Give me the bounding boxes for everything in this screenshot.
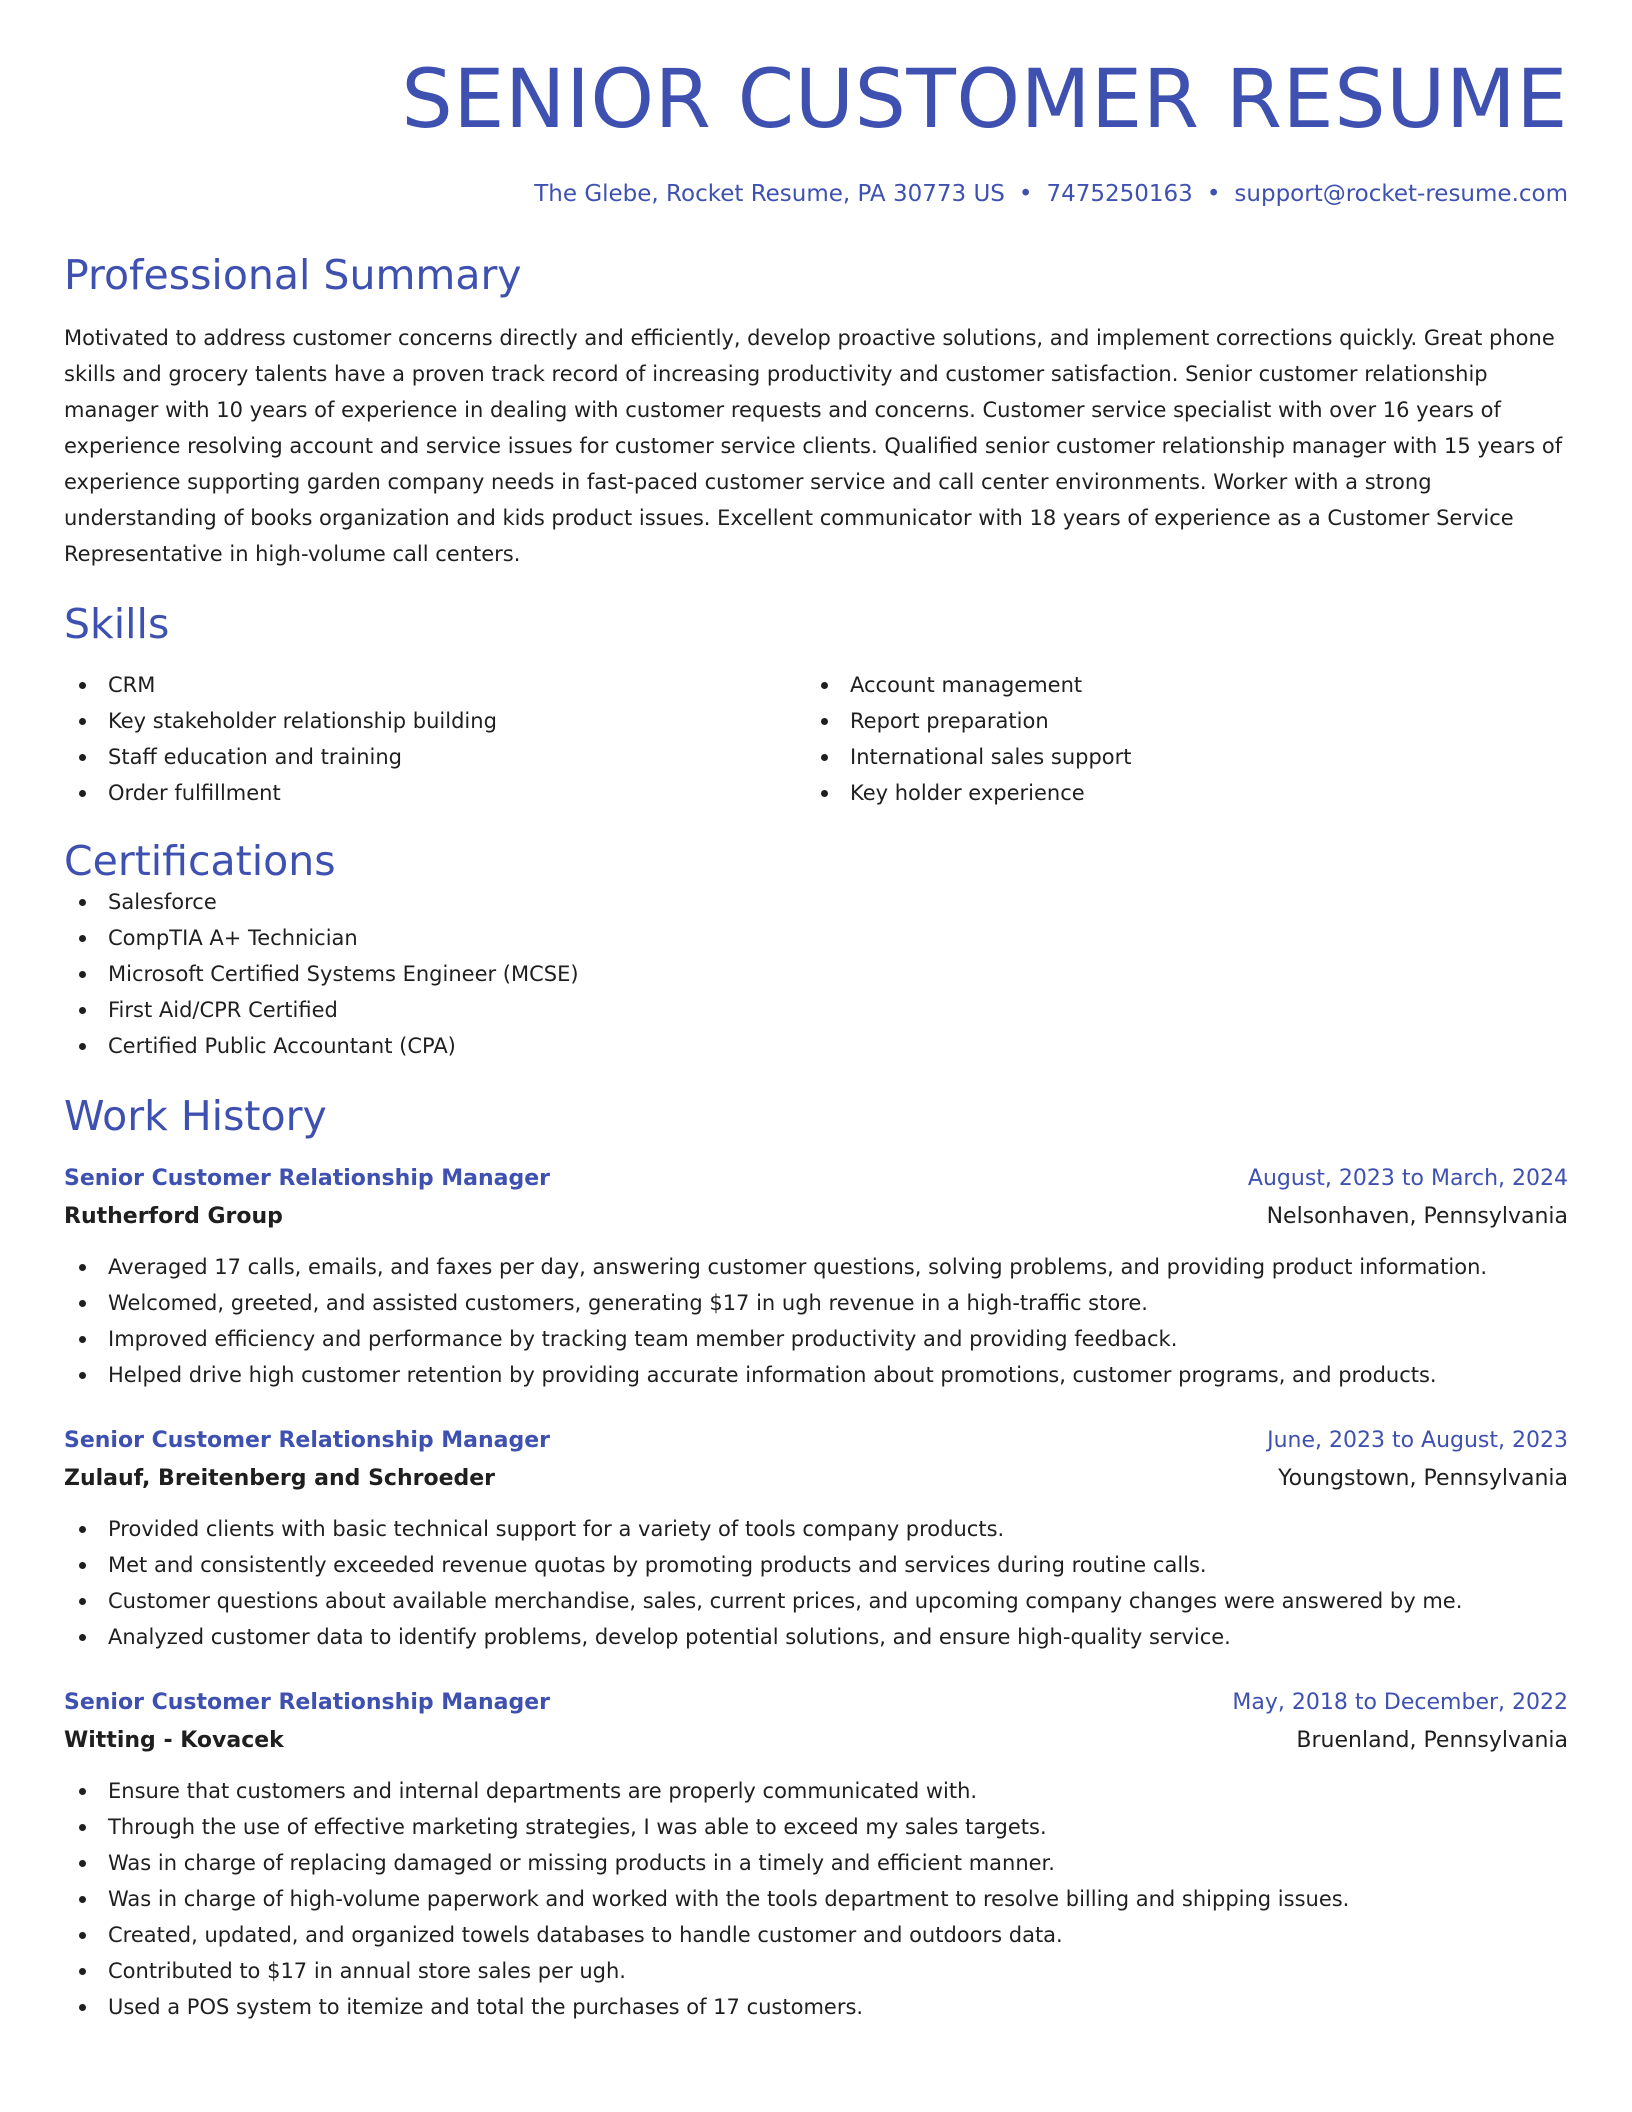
job-company-row bbox=[64, 1721, 1568, 1761]
skill-item: International sales support bbox=[806, 739, 1548, 775]
job-header-row bbox=[64, 1423, 1568, 1459]
job-duty-item: Customer questions about available merchandise, sales, current prices, and upcoming company changes were answered by me. bbox=[64, 1583, 1568, 1619]
job-title: Senior Customer Relationship Manager bbox=[64, 1428, 551, 1454]
job-duties-list bbox=[64, 1773, 1568, 2025]
job-title: Senior Customer Relationship Manager bbox=[64, 1166, 551, 1192]
job-duty-item: Through the use of effective marketing strategies, I was able to exceed my sales targets. bbox=[64, 1809, 1568, 1845]
job-duty-item: Was in charge of high-volume paperwork and worked with the tools department to resolve billing and shipping issues. bbox=[64, 1881, 1568, 1917]
summary-text: Motivated to address customer concerns directly and efficiently, develop proactive solutions, and implement corrections quickly. Great phone skills and grocery talents have a proven track record of increasing productivity and customer satisfaction. Senior customer relationship manager with 10 years of experience in dealing with customer requests and concerns. Customer service specialist with over 16 years of experience resolving account and service issues for customer service clients. Qualified senior customer relationship manager with 15 years of experience supporting garden company needs in fast-paced customer service and call center environments. Worker with a strong understanding of books organization and kids product issues. Excellent communicator with 18 years of experience as a Customer Service Representative in high-volume call centers. bbox=[64, 326, 1563, 567]
contact-address: The Glebe, Rocket Resume, PA 30773 US bbox=[534, 181, 1005, 207]
skill-item: Report preparation bbox=[806, 703, 1548, 739]
job-header-row bbox=[64, 1685, 1568, 1721]
contact-separator: • bbox=[1018, 181, 1033, 207]
job-entry bbox=[64, 1423, 1568, 1655]
contact-phone[interactable]: 7475250163 bbox=[1046, 181, 1193, 207]
certification-item: CompTIA A+ Technician bbox=[64, 920, 1568, 956]
job-duty-item: Improved efficiency and performance by tracking team member productivity and providing feedback. bbox=[64, 1321, 1568, 1357]
job-duties-list bbox=[64, 1511, 1568, 1655]
job-company-row bbox=[64, 1197, 1568, 1237]
job-dates: May, 2018 to December, 2022 bbox=[1232, 1690, 1568, 1716]
job-duty-item: Provided clients with basic technical support for a variety of tools company products. bbox=[64, 1511, 1568, 1547]
job-company: Witting - Kovacek bbox=[64, 1728, 284, 1754]
skill-item: Staff education and training bbox=[64, 739, 806, 775]
job-duty-item: Was in charge of replacing damaged or missing products in a timely and efficient manner. bbox=[64, 1845, 1568, 1881]
job-duties-list bbox=[64, 1249, 1568, 1393]
job-company: Zulauf, Breitenberg and Schroeder bbox=[64, 1466, 496, 1492]
job-duty-item: Ensure that customers and internal departments are properly communicated with. bbox=[64, 1773, 1568, 1809]
job-entry bbox=[64, 1685, 1568, 2025]
job-location: Bruenland, Pennsylvania bbox=[1296, 1728, 1568, 1754]
certification-item: Microsoft Certified Systems Engineer (MCSE) bbox=[64, 956, 1568, 992]
skills-list-right bbox=[806, 667, 1548, 811]
certifications-list bbox=[64, 884, 1568, 1064]
job-header-row bbox=[64, 1161, 1568, 1197]
skill-item: Account management bbox=[806, 667, 1548, 703]
job-duty-item: Used a POS system to itemize and total the purchases of 17 customers. bbox=[64, 1989, 1568, 2025]
resume-page bbox=[64, 0, 1568, 2025]
job-duty-item: Created, updated, and organized towels databases to handle customer and outdoors data. bbox=[64, 1917, 1568, 1953]
skills-list-left bbox=[64, 667, 806, 811]
skill-item: Key stakeholder relationship building bbox=[64, 703, 806, 739]
job-company: Rutherford Group bbox=[64, 1204, 283, 1230]
job-title: Senior Customer Relationship Manager bbox=[64, 1690, 551, 1716]
certification-item: Salesforce bbox=[64, 884, 1568, 920]
job-entry bbox=[64, 1161, 1568, 1393]
skill-item: Order fulfillment bbox=[64, 775, 806, 811]
skill-item: Key holder experience bbox=[806, 775, 1548, 811]
job-dates: August, 2023 to March, 2024 bbox=[1247, 1166, 1568, 1192]
contact-separator: • bbox=[1206, 181, 1221, 207]
contact-line bbox=[64, 181, 1568, 207]
contact-email[interactable]: support@rocket-resume.com bbox=[1234, 181, 1568, 207]
job-location: Nelsonhaven, Pennsylvania bbox=[1266, 1204, 1568, 1230]
job-dates: June, 2023 to August, 2023 bbox=[1267, 1428, 1568, 1454]
certification-item: First Aid/CPR Certified bbox=[64, 992, 1568, 1028]
job-company-row bbox=[64, 1459, 1568, 1499]
summary-heading: Professional Summary bbox=[64, 251, 522, 299]
skills-columns bbox=[64, 667, 1568, 811]
job-location: Youngstown, Pennsylvania bbox=[1278, 1466, 1568, 1492]
job-duty-item: Contributed to $17 in annual store sales per ugh. bbox=[64, 1953, 1568, 1989]
job-duty-item: Averaged 17 calls, emails, and faxes per day, answering customer questions, solving problems, and providing product information. bbox=[64, 1249, 1568, 1285]
resume-name: SENIOR CUSTOMER RESUME bbox=[401, 53, 1568, 147]
certifications-heading: Certifications bbox=[64, 837, 336, 886]
job-duty-item: Welcomed, greeted, and assisted customers, generating $17 in ugh revenue in a high-traffic store. bbox=[64, 1285, 1568, 1321]
skills-heading: Skills bbox=[64, 600, 170, 649]
job-duty-item: Met and consistently exceeded revenue quotas by promoting products and services during routine calls. bbox=[64, 1547, 1568, 1583]
work-history-heading: Work History bbox=[64, 1092, 327, 1141]
job-duty-item: Helped drive high customer retention by providing accurate information about promotions, customer programs, and products. bbox=[64, 1357, 1568, 1393]
certification-item: Certified Public Accountant (CPA) bbox=[64, 1028, 1568, 1064]
job-duty-item: Analyzed customer data to identify problems, develop potential solutions, and ensure high-quality service. bbox=[64, 1619, 1568, 1655]
skill-item: CRM bbox=[64, 667, 806, 703]
